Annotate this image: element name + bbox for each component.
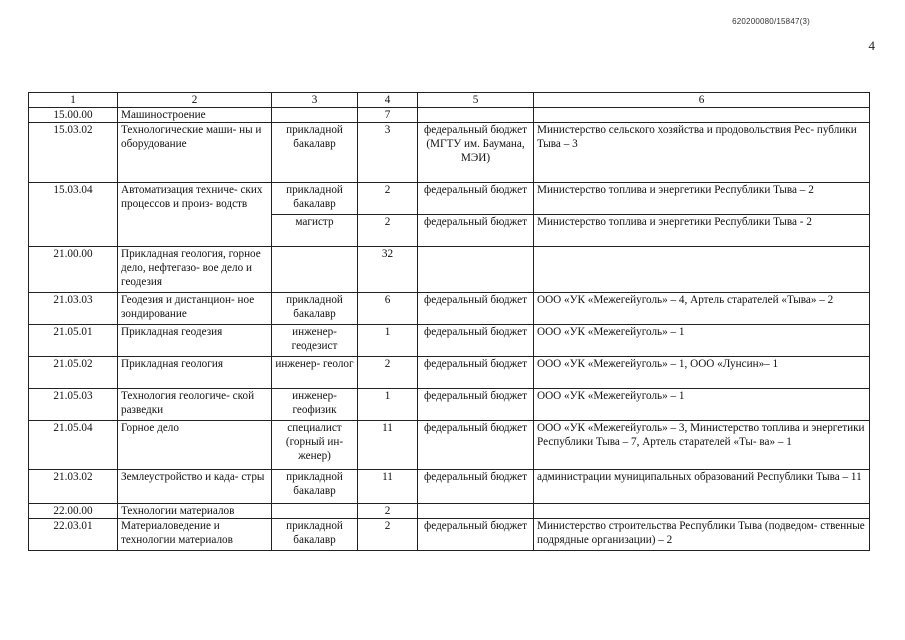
cell-count: 2 [358, 357, 418, 389]
cell-source: федеральный бюджет [418, 519, 534, 551]
cell-customer: Министерство топлива и энергетики Республики Тыва - 2 [534, 215, 870, 247]
cell-name: Автоматизация техниче- ских процессов и произ- водств [118, 183, 272, 247]
cell-count: 1 [358, 389, 418, 421]
cell-count: 7 [358, 108, 418, 123]
cell-code: 21.00.00 [29, 247, 118, 293]
cell-customer: Министерство строительства Республики Тыва (подведом- ственные подрядные организации) – 2 [534, 519, 870, 551]
cell-source [418, 504, 534, 519]
cell-count: 2 [358, 183, 418, 215]
cell-customer [534, 504, 870, 519]
cell-count: 3 [358, 123, 418, 183]
table-header-row [29, 93, 870, 108]
cell-level: прикладной бакалавр [272, 293, 358, 325]
cell-level: инженер- геофизик [272, 389, 358, 421]
cell-customer [534, 108, 870, 123]
cell-source: федеральный бюджет [418, 389, 534, 421]
cell-level [272, 504, 358, 519]
table-row [29, 247, 870, 293]
cell-code: 15.00.00 [29, 108, 118, 123]
table-row [29, 183, 870, 215]
cell-name: Машиностроение [118, 108, 272, 123]
cell-name: Геодезия и дистанцион- ное зондирование [118, 293, 272, 325]
header-col-3: 3 [272, 93, 358, 108]
cell-customer: Министерство топлива и энергетики Республики Тыва – 2 [534, 183, 870, 215]
page-number: 4 [868, 38, 875, 53]
cell-level: магистр [272, 215, 358, 247]
table-row [29, 293, 870, 325]
cell-source: федеральный бюджет [418, 325, 534, 357]
table-row [29, 470, 870, 504]
header-col-2: 2 [118, 93, 272, 108]
table-row [29, 504, 870, 519]
cell-name: Технология геологиче- ской разведки [118, 389, 272, 421]
header-col-6: 6 [534, 93, 870, 108]
cell-level [272, 247, 358, 293]
cell-source: федеральный бюджет [418, 421, 534, 470]
document-code: 620200080/15847(3) [732, 17, 810, 26]
cell-name: Прикладная геология, горное дело, нефтегазо- вое дело и геодезия [118, 247, 272, 293]
cell-code: 22.00.00 [29, 504, 118, 519]
cell-level: инженер- геодезист [272, 325, 358, 357]
cell-code: 21.05.02 [29, 357, 118, 389]
cell-level: инженер- геолог [272, 357, 358, 389]
header-col-5: 5 [418, 93, 534, 108]
cell-name: Землеустройство и када- стры [118, 470, 272, 504]
cell-customer [534, 247, 870, 293]
header-col-1: 1 [29, 93, 118, 108]
training-plan-table [28, 92, 870, 551]
table-row [29, 357, 870, 389]
table-row [29, 325, 870, 357]
cell-code: 21.05.03 [29, 389, 118, 421]
cell-source [418, 108, 534, 123]
cell-count: 11 [358, 421, 418, 470]
cell-code: 15.03.02 [29, 123, 118, 183]
cell-name: Прикладная геология [118, 357, 272, 389]
cell-source: федеральный бюджет [418, 183, 534, 215]
table-row [29, 389, 870, 421]
cell-name: Горное дело [118, 421, 272, 470]
cell-code: 15.03.04 [29, 183, 118, 247]
cell-source: федеральный бюджет (МГТУ им. Баумана, МЭИ) [418, 123, 534, 183]
cell-count: 1 [358, 325, 418, 357]
cell-code: 22.03.01 [29, 519, 118, 551]
cell-count: 2 [358, 519, 418, 551]
cell-count: 6 [358, 293, 418, 325]
table-row [29, 519, 870, 551]
cell-count: 11 [358, 470, 418, 504]
cell-code: 21.05.01 [29, 325, 118, 357]
cell-source [418, 247, 534, 293]
cell-level [272, 108, 358, 123]
cell-level: специалист (горный ин- женер) [272, 421, 358, 470]
cell-name: Технологии материалов [118, 504, 272, 519]
table-row [29, 108, 870, 123]
cell-code: 21.05.04 [29, 421, 118, 470]
cell-level: прикладной бакалавр [272, 123, 358, 183]
cell-count: 32 [358, 247, 418, 293]
cell-customer: администрации муниципальных образований Республики Тыва – 11 [534, 470, 870, 504]
cell-customer: ООО «УК «Межегейуголь» – 3, Министерство топлива и энергетики Республики Тыва – 7, Артель старателей «Ты- ва» – 1 [534, 421, 870, 470]
cell-name: Материаловедение и технологии материалов [118, 519, 272, 551]
cell-customer: Министерство сельского хозяйства и продовольствия Рес- публики Тыва – 3 [534, 123, 870, 183]
cell-source: федеральный бюджет [418, 357, 534, 389]
cell-level: прикладной бакалавр [272, 519, 358, 551]
cell-count: 2 [358, 215, 418, 247]
table-row [29, 123, 870, 183]
cell-source: федеральный бюджет [418, 293, 534, 325]
cell-customer: ООО «УК «Межегейуголь» – 4, Артель старателей «Тыва» – 2 [534, 293, 870, 325]
cell-name: Технологические маши- ны и оборудование [118, 123, 272, 183]
cell-level: прикладной бакалавр [272, 183, 358, 215]
cell-count: 2 [358, 504, 418, 519]
cell-customer: ООО «УК «Межегейуголь» – 1 [534, 325, 870, 357]
cell-name: Прикладная геодезия [118, 325, 272, 357]
cell-customer: ООО «УК «Межегейуголь» – 1 [534, 389, 870, 421]
cell-level: прикладной бакалавр [272, 470, 358, 504]
header-col-4: 4 [358, 93, 418, 108]
cell-source: федеральный бюджет [418, 215, 534, 247]
table-row [29, 421, 870, 470]
cell-source: федеральный бюджет [418, 470, 534, 504]
cell-customer: ООО «УК «Межегейуголь» – 1, ООО «Лунсин»– 1 [534, 357, 870, 389]
cell-code: 21.03.02 [29, 470, 118, 504]
cell-code: 21.03.03 [29, 293, 118, 325]
